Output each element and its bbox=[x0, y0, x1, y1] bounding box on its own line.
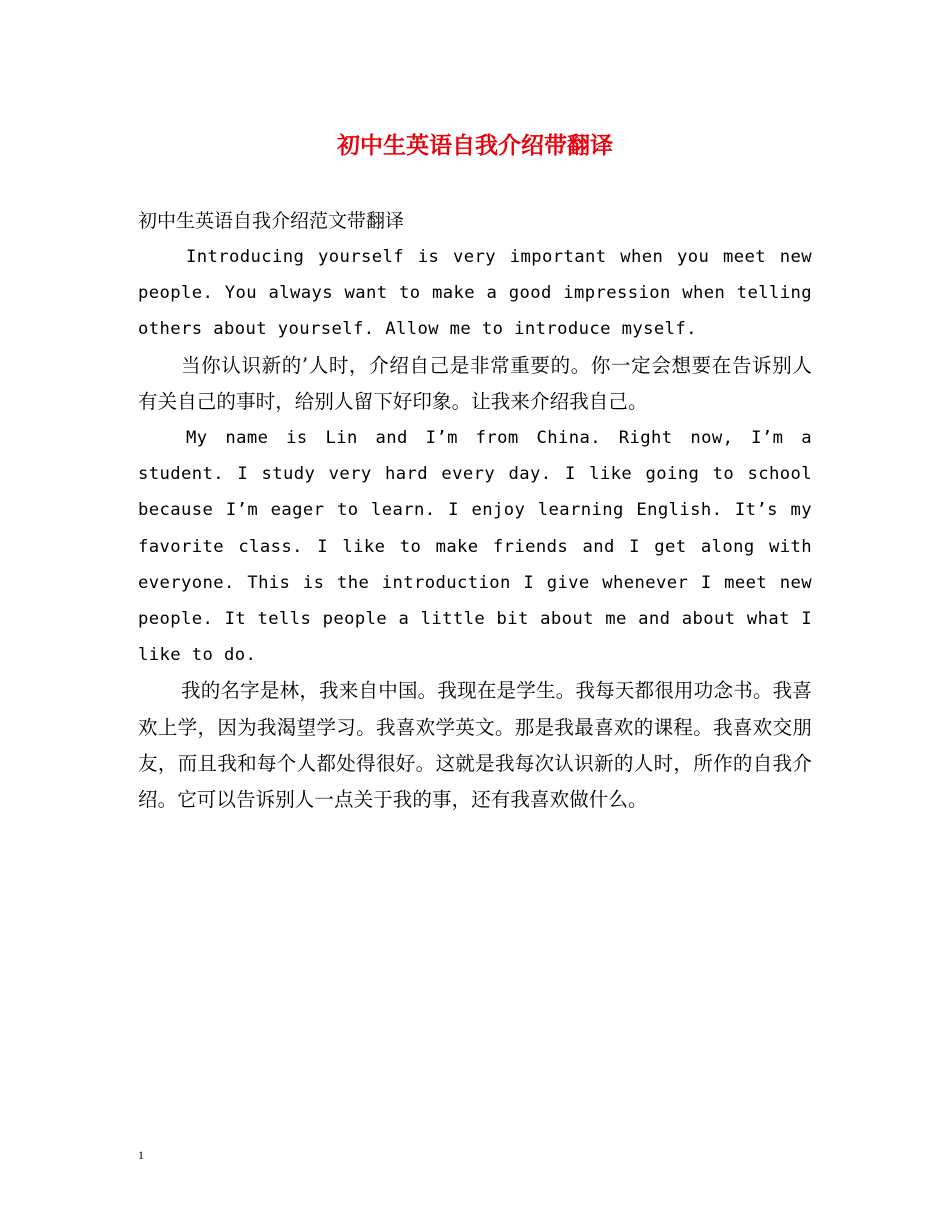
document-body bbox=[138, 203, 812, 818]
page-number: 1 bbox=[138, 1148, 144, 1162]
paragraph-english-intro: Introducing yourself is very important when you meet new people. You always want to make a good impression when telling others about yourself. Allow me to introduce myself. bbox=[138, 247, 812, 340]
document-subtitle: 初中生英语自我介绍范文带翻译 bbox=[138, 210, 405, 232]
paragraph-english-self: My name is Lin and I’m from China. Right now, I’m a student. I study very hard every day. I like going to school because I’m eager to learn. I enjoy learning English. It’s my favorite class. I like to make friends and I get along with everyone. This is the introduction I give whenever I meet new people. It tells people a little bit about me and about what I like to do. bbox=[138, 428, 812, 666]
page-title: 初中生英语自我介绍带翻译 bbox=[337, 132, 613, 159]
paragraph-chinese-intro: 当你认识新的’人时，介绍自己是非常重要的。你一定会想要在告诉别人有关自己的事时，给别人留下好印象。让我来介绍我自己。 bbox=[138, 353, 812, 413]
paragraph-chinese-self: 我的名字是林，我来自中国。我现在是学生。我每天都很用功念书。我喜欢上学，因为我渴望学习。我喜欢学英文。那是我最喜欢的课程。我喜欢交朋友，而且我和每个人都处得很好。这就是我每次认识新的人时，所作的自我介绍。它可以告诉别人一点关于我的事，还有我喜欢做什么。 bbox=[138, 679, 812, 812]
